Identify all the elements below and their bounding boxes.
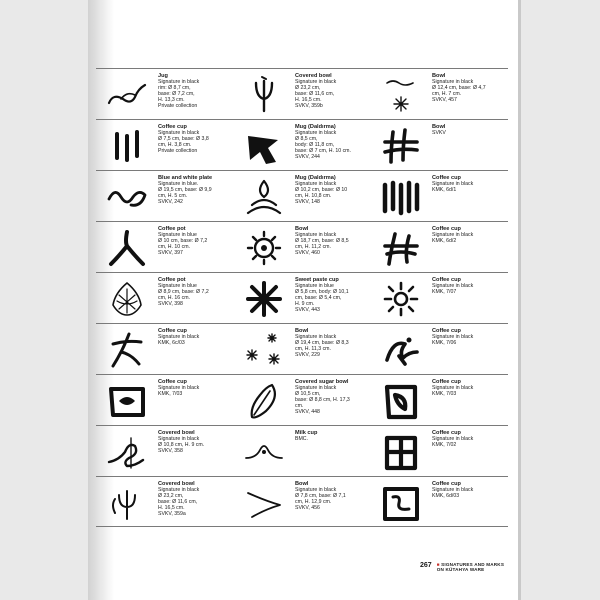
wave-loop-glyph-svg bbox=[105, 177, 149, 217]
entry-detail-line: cm, H. 3,8 cm. bbox=[158, 142, 192, 149]
catalogue-entry bbox=[96, 171, 233, 221]
frame-squiggle-glyph-icon bbox=[370, 480, 432, 526]
entry-caption bbox=[432, 327, 504, 346]
catalogue-entry bbox=[370, 69, 507, 119]
entry-detail-line: base: Ø 11,6 cm, bbox=[158, 499, 198, 506]
entry-detail-line: Ø 23,2 cm, bbox=[158, 493, 184, 500]
scribble-loop-glyph-svg bbox=[105, 432, 149, 472]
entry-detail-line: Signature in black bbox=[432, 79, 474, 86]
catalogue-entry bbox=[370, 375, 507, 425]
entry-title: Coffee pot bbox=[158, 277, 186, 283]
entry-detail-line: Signature in black bbox=[432, 232, 474, 239]
catalogue-entry bbox=[96, 324, 233, 374]
entry-detail-line: cm, H. 11,3 cm. bbox=[295, 346, 331, 353]
catalogue-entry bbox=[96, 375, 233, 425]
entry-detail-line: KMK, 7/03 bbox=[432, 391, 457, 398]
entry-caption bbox=[432, 174, 504, 193]
entry-detail-line: Signature in black bbox=[158, 79, 200, 86]
entry-caption bbox=[158, 480, 230, 518]
entry-detail-line: Signature in blue. bbox=[158, 181, 199, 188]
bird-mark-glyph-svg bbox=[379, 330, 423, 370]
entry-caption bbox=[158, 174, 230, 205]
entry-title: Bowl bbox=[295, 481, 309, 487]
frame-knot-glyph-svg bbox=[379, 381, 423, 421]
catalogue-entry bbox=[233, 222, 370, 272]
catalogue-entry bbox=[370, 477, 507, 527]
entry-detail-line: KMK, 6d/03 bbox=[432, 493, 460, 500]
entry-detail-line: Signature in black bbox=[432, 385, 474, 392]
entry-title: Coffee cup bbox=[432, 175, 461, 181]
entry-detail-line: SVKV, 229 bbox=[295, 352, 320, 359]
entry-title: Milk cup bbox=[295, 430, 318, 436]
catalogue-entry bbox=[233, 477, 370, 527]
catalogue-row bbox=[96, 323, 508, 374]
section-title-line2: ON KÜTAHYA WARE bbox=[436, 567, 485, 573]
entry-title: Jug bbox=[158, 73, 168, 79]
crossed-figure-glyph-icon bbox=[96, 327, 158, 373]
entry-detail-line: Ø 7,5 cm, base: Ø 3,8 bbox=[158, 136, 209, 143]
entry-detail-line: Signature in black bbox=[295, 334, 337, 341]
leaf-glyph-icon bbox=[233, 378, 295, 424]
entry-title: Coffee cup bbox=[432, 226, 461, 232]
entry-detail-line: Signature in black bbox=[295, 130, 337, 137]
entry-detail-line: cm. bbox=[295, 403, 304, 410]
entry-detail-line: Signature in black bbox=[432, 334, 474, 341]
catalogue-entry bbox=[233, 120, 370, 170]
entry-detail-line: SVKV, 448 bbox=[295, 409, 320, 416]
entry-detail-line: Ø 7,8 cm, base: Ø 7,1 bbox=[295, 493, 346, 500]
entry-detail-line: Signature in black bbox=[432, 181, 474, 188]
rosette-glyph-icon bbox=[233, 225, 295, 271]
entry-detail-line: H. 9 cm. bbox=[295, 301, 315, 308]
entry-title: Coffee cup bbox=[158, 124, 187, 130]
entry-title: Coffee pot bbox=[158, 226, 186, 232]
entry-caption bbox=[295, 378, 367, 416]
entry-detail-line: KMK, 7/07 bbox=[432, 289, 457, 296]
entry-caption bbox=[295, 327, 367, 358]
entry-title: Coffee cup bbox=[432, 277, 461, 283]
catalogue-row bbox=[96, 170, 508, 221]
entry-detail-line: base: Ø 8,8 cm, H. 17,3 bbox=[295, 397, 350, 404]
arrow-mark-glyph-icon bbox=[233, 123, 295, 169]
chevron-arrow-glyph-svg bbox=[242, 483, 286, 523]
scattered-stars-glyph-icon bbox=[233, 327, 295, 373]
entry-title: Covered sugar bowl bbox=[295, 379, 349, 385]
entry-detail-line: Private collection bbox=[158, 103, 198, 110]
entry-caption bbox=[432, 378, 504, 397]
entry-detail-line: Ø 23,2 cm, bbox=[295, 85, 321, 92]
catalogue-entry bbox=[233, 324, 370, 374]
asterisk-star-glyph-svg bbox=[242, 279, 286, 319]
entry-detail-line: Signature in black bbox=[432, 283, 474, 290]
entry-detail-line: base: Ø 7 cm, H. 10 cm. bbox=[295, 148, 351, 155]
entry-detail-line: Ø 19,4 cm, base: Ø 8,3 bbox=[295, 340, 349, 347]
entry-detail-line: Signature in black bbox=[295, 232, 337, 239]
entry-detail-line: cm, H. 5 cm. bbox=[158, 193, 188, 200]
entry-title: Mug (Daldırma) bbox=[295, 175, 336, 181]
entry-caption bbox=[295, 276, 367, 314]
entry-detail-line: cm, H. 10,8 cm. bbox=[295, 193, 332, 200]
entry-detail-line: Ø 8,5 cm, bbox=[295, 136, 318, 143]
entry-detail-line: base: Ø 7,2 cm, bbox=[158, 91, 195, 98]
entry-detail-line: SVKV, 358 bbox=[158, 448, 183, 455]
entry-detail-line: cm, H. 10 cm. bbox=[158, 244, 190, 251]
three-strokes-glyph-svg bbox=[105, 126, 149, 166]
entry-detail-line: Signature in black bbox=[158, 436, 200, 443]
jug-signature-glyph-svg bbox=[105, 75, 149, 115]
entry-title: Covered bowl bbox=[158, 481, 195, 487]
square-eye-glyph-icon bbox=[96, 378, 158, 424]
catalogue-entry bbox=[233, 171, 370, 221]
entry-detail-line: Signature in blue bbox=[158, 232, 197, 239]
entry-caption bbox=[158, 429, 230, 454]
entry-detail-line: rim: Ø 8,7 cm, bbox=[158, 85, 191, 92]
catalogue-entry bbox=[233, 375, 370, 425]
entry-detail-line: KMK, 7/03 bbox=[158, 391, 183, 398]
entry-detail-line: SVKV, 456 bbox=[295, 505, 320, 512]
entry-detail-line: BMC. bbox=[295, 436, 308, 443]
catalogue-entry bbox=[233, 69, 370, 119]
tilde-star-signature-glyph-svg bbox=[379, 75, 423, 115]
entry-caption bbox=[158, 72, 230, 110]
entry-title: Coffee cup bbox=[432, 379, 461, 385]
catalogue-entry bbox=[370, 426, 507, 476]
catalogue-row bbox=[96, 476, 508, 527]
entry-detail-line: Signature in blue bbox=[158, 283, 197, 290]
entry-title: Blue and white plate bbox=[158, 175, 213, 181]
entry-caption bbox=[158, 225, 230, 256]
entry-detail-line: cm, H. 7 cm. bbox=[432, 91, 462, 98]
sun-rays-glyph-icon bbox=[370, 276, 432, 322]
entry-detail-line: H. 16,5 cm. bbox=[295, 97, 322, 104]
entry-title: Bowl bbox=[295, 226, 309, 232]
arrow-mark-glyph-svg bbox=[242, 126, 286, 166]
entry-detail-line: Ø 5,8 cm, body: Ø 10,1 bbox=[295, 289, 349, 296]
flame-figure-glyph-icon bbox=[233, 174, 295, 220]
trident-small-glyph-svg bbox=[105, 483, 149, 523]
jug-signature-glyph-icon bbox=[96, 72, 158, 118]
page-footer bbox=[420, 562, 504, 573]
flame-figure-glyph-svg bbox=[242, 177, 286, 217]
five-strokes-glyph-svg bbox=[379, 177, 423, 217]
entry-detail-line: Signature in black bbox=[158, 130, 200, 137]
entry-detail-line: Signature in black bbox=[432, 436, 474, 443]
entry-detail-line: Signature in black bbox=[295, 79, 337, 86]
entry-detail-line: H. 13,3 cm. bbox=[158, 97, 185, 104]
entry-detail-line: KMK, 6d/1 bbox=[432, 187, 457, 194]
entry-detail-line: Ø 10,8 cm, H. 9 cm. bbox=[158, 442, 205, 449]
entry-title: Covered bowl bbox=[295, 73, 332, 79]
catalogue-entry bbox=[370, 120, 507, 170]
entry-detail-line: Ø 10,2 cm, base: Ø 10 bbox=[295, 187, 348, 194]
catalogue-entry bbox=[96, 222, 233, 272]
entry-title: Bowl bbox=[432, 124, 446, 130]
trident-signature-glyph-icon bbox=[233, 72, 295, 118]
catalogue-row bbox=[96, 68, 508, 119]
wave-loop-glyph-icon bbox=[96, 174, 158, 220]
scattered-stars-glyph-svg bbox=[242, 330, 286, 370]
entry-detail-line: Signature in black bbox=[295, 181, 337, 188]
catalogue-entry bbox=[96, 477, 233, 527]
entry-detail-line: KMK, 7/06 bbox=[432, 340, 457, 347]
entry-title: Coffee cup bbox=[432, 481, 461, 487]
page-number: 267 bbox=[420, 562, 432, 569]
entry-detail-line: cm, base: Ø 5,4 cm, bbox=[295, 295, 342, 302]
entry-detail-line: SVKV, 242 bbox=[158, 199, 183, 206]
catalogue-entry bbox=[96, 69, 233, 119]
entry-detail-line: H. 16,5 cm. bbox=[158, 505, 185, 512]
entry-detail-line: SVKV bbox=[432, 130, 446, 137]
entry-title: Coffee cup bbox=[158, 328, 187, 334]
catalogue-entry bbox=[96, 273, 233, 323]
entry-detail-line: SVKV, 148 bbox=[295, 199, 320, 206]
entry-caption bbox=[295, 225, 367, 256]
catalogue-row bbox=[96, 272, 508, 323]
entry-detail-line: Signature in black bbox=[295, 385, 337, 392]
entry-detail-line: Signature in black bbox=[158, 334, 200, 341]
catalogue-entry bbox=[370, 222, 507, 272]
entry-caption bbox=[432, 276, 504, 295]
catalogue-row bbox=[96, 221, 508, 272]
entry-detail-line: KMK, 7/02 bbox=[432, 442, 457, 449]
entry-detail-line: KMK, 6d/2 bbox=[432, 238, 457, 245]
entry-caption bbox=[432, 480, 504, 499]
signature-catalogue-grid bbox=[96, 68, 508, 526]
entry-title: Covered bowl bbox=[158, 430, 195, 436]
entry-detail-line: SVKV, 244 bbox=[295, 154, 320, 161]
entry-caption bbox=[432, 72, 504, 103]
entry-detail-line: SVKV, 457 bbox=[432, 97, 457, 104]
chevron-arrow-glyph-icon bbox=[233, 480, 295, 526]
entry-detail-line: Ø 10,5 cm, bbox=[295, 391, 321, 398]
catalogue-entry bbox=[233, 426, 370, 476]
trident-small-glyph-icon bbox=[96, 480, 158, 526]
entry-detail-line: cm, H. 12,9 cm. bbox=[295, 499, 332, 506]
entry-title: Mug (Daldırma) bbox=[295, 124, 336, 130]
frame-knot-glyph-icon bbox=[370, 378, 432, 424]
three-strokes-glyph-icon bbox=[96, 123, 158, 169]
leaf-glyph-svg bbox=[242, 381, 286, 421]
entry-detail-line: SVKV, 359a bbox=[158, 511, 186, 518]
entry-detail-line: SVKV, 460 bbox=[295, 250, 320, 257]
entry-detail-line: Ø 10 cm, base: Ø 7,2 bbox=[158, 238, 208, 245]
frame-squiggle-glyph-svg bbox=[379, 483, 423, 523]
entry-detail-line: Signature in black bbox=[432, 487, 474, 494]
entry-detail-line: SVKV, 397 bbox=[158, 250, 183, 257]
page-edge bbox=[518, 0, 521, 600]
catalogue-entry bbox=[370, 324, 507, 374]
entry-detail-line: Private collection bbox=[158, 148, 198, 155]
scribble-loop-glyph-icon bbox=[96, 429, 158, 475]
catalogue-entry bbox=[370, 273, 507, 323]
rosette-glyph-svg bbox=[242, 228, 286, 268]
entry-detail-line: Signature in black bbox=[295, 487, 337, 494]
asterisk-star-glyph-icon bbox=[233, 276, 295, 322]
entry-title: Coffee cup bbox=[432, 430, 461, 436]
catalogue-entry bbox=[96, 426, 233, 476]
catalogue-entry bbox=[233, 273, 370, 323]
entry-caption bbox=[158, 327, 230, 346]
catalogue-entry bbox=[96, 120, 233, 170]
entry-caption bbox=[432, 429, 504, 448]
catalogue-row bbox=[96, 119, 508, 170]
entry-caption bbox=[158, 123, 230, 154]
entry-detail-line: body: Ø 11,8 cm, bbox=[295, 142, 335, 149]
entry-title: Bowl bbox=[295, 328, 309, 334]
frame-cross-glyph-icon bbox=[370, 429, 432, 475]
entry-detail-line: Ø 19,5 cm, base: Ø 9,9 bbox=[158, 187, 212, 194]
hash-mark-glyph-icon bbox=[370, 123, 432, 169]
lotus-flower-glyph-svg bbox=[105, 279, 149, 319]
eye-wave-glyph-icon bbox=[233, 429, 295, 475]
bird-mark-glyph-icon bbox=[370, 327, 432, 373]
hash-mark-glyph-svg bbox=[379, 126, 423, 166]
section-title-line1: SIGNATURES AND MARKS bbox=[441, 562, 505, 567]
catalogue-row bbox=[96, 374, 508, 425]
entry-title: Coffee cup bbox=[432, 328, 461, 334]
crossed-figure-glyph-svg bbox=[105, 330, 149, 370]
person-figure-glyph-icon bbox=[96, 225, 158, 271]
entry-caption bbox=[295, 123, 367, 161]
entry-caption bbox=[295, 480, 367, 511]
sun-rays-glyph-svg bbox=[379, 279, 423, 319]
tilde-star-signature-glyph-icon bbox=[370, 72, 432, 118]
entry-title: Bowl bbox=[432, 73, 446, 79]
entry-caption bbox=[295, 429, 367, 442]
five-strokes-glyph-icon bbox=[370, 174, 432, 220]
entry-detail-line: base: Ø 11,6 cm, bbox=[295, 91, 335, 98]
entry-caption bbox=[158, 378, 230, 397]
person-figure-glyph-svg bbox=[105, 228, 149, 268]
entry-detail-line: SVKV, 359b bbox=[295, 103, 323, 110]
entry-detail-line: Ø 18,7 cm, base: Ø 8,5 bbox=[295, 238, 349, 245]
entry-detail-line: Signature in blue bbox=[295, 283, 334, 290]
entry-caption bbox=[295, 72, 367, 110]
entry-detail-line: SVKV, 443 bbox=[295, 307, 320, 314]
entry-detail-line: KMK, 6c/03 bbox=[158, 340, 185, 347]
crossed-h-glyph-svg bbox=[379, 228, 423, 268]
section-bullet: ■ bbox=[436, 562, 442, 567]
entry-detail-line: Ø 12,4 cm, base: Ø 4,7 bbox=[432, 85, 486, 92]
entry-detail-line: cm, H. 16 cm. bbox=[158, 295, 190, 302]
catalogue-entry bbox=[370, 171, 507, 221]
entry-detail-line: Signature in black bbox=[158, 385, 200, 392]
entry-caption bbox=[432, 123, 504, 136]
entry-detail-line: Signature in black bbox=[158, 487, 200, 494]
entry-detail-line: SVKV, 398 bbox=[158, 301, 183, 308]
entry-detail-line: Ø 8,9 cm, base: Ø 7,2 bbox=[158, 289, 209, 296]
square-eye-glyph-svg bbox=[105, 381, 149, 421]
entry-caption bbox=[295, 174, 367, 205]
section-title bbox=[437, 562, 504, 573]
entry-detail-line: cm, H. 11,2 cm. bbox=[295, 244, 331, 251]
catalogue-row bbox=[96, 425, 508, 476]
trident-signature-glyph-svg bbox=[242, 75, 286, 115]
entry-title: Sweet paste cup bbox=[295, 277, 339, 283]
frame-cross-glyph-svg bbox=[379, 432, 423, 472]
eye-wave-glyph-svg bbox=[242, 432, 286, 472]
crossed-h-glyph-icon bbox=[370, 225, 432, 271]
entry-title: Coffee cup bbox=[158, 379, 187, 385]
entry-caption bbox=[432, 225, 504, 244]
lotus-flower-glyph-icon bbox=[96, 276, 158, 322]
entry-caption bbox=[158, 276, 230, 307]
